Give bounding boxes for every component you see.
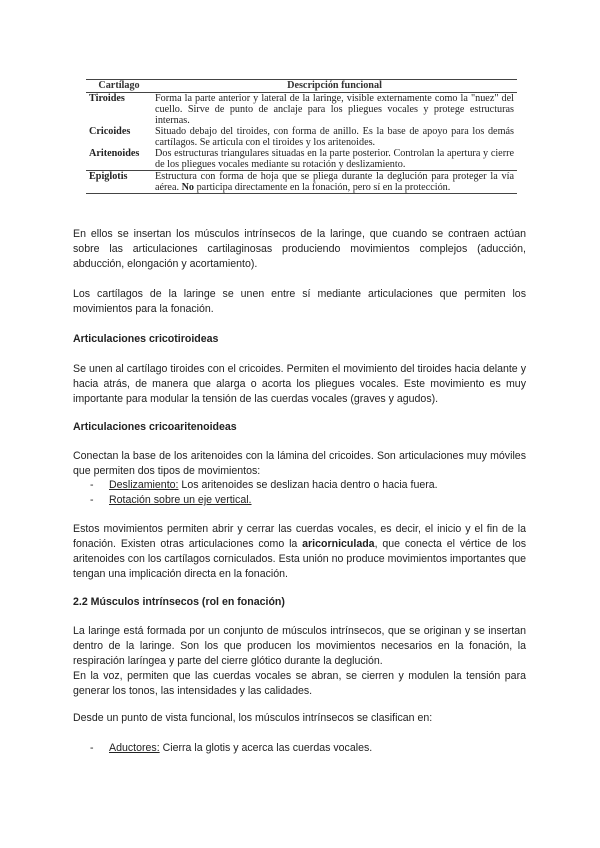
paragraph-classification: Desde un punto de vista funcional, los músculos intrínsecos se clasifican en: (73, 712, 433, 724)
term-aricorniculate: aricorniculada (302, 538, 375, 550)
list-dash: - (90, 742, 94, 754)
table-cell-name: Cricoides (89, 126, 131, 137)
term-adductors: Aductores: (109, 742, 160, 754)
cartilage-table (86, 79, 517, 194)
table-cell-name: Epiglotis (86, 171, 152, 194)
paragraph-cartilage-joints: Los cartílagos de la laringe se unen entre sí mediante articulaciones que permiten los movimientos para la fonación. (73, 288, 526, 315)
table-row (86, 93, 517, 127)
list-item-text (109, 478, 438, 493)
paragraph-cricothyroid: Se unen al cartílago tiroides con el cricoides. Permiten el movimiento del tiroides hacia delante y hacia atrás, de manera que alarga o acorta los pliegues vocales. Este movimiento es muy importante para modular la tensión de las cuerdas vocales (graves y agudos). (73, 363, 526, 405)
text-run: , que conecta el vértice de los aritenoides con los cartílagos corniculados. Esta unión no produce movimientos importantes que tengan una implicación directa en la fonación. (73, 538, 527, 580)
table-header-cartilage: Cartílago (86, 80, 152, 93)
list-dash: - (90, 479, 94, 491)
paragraph-voice: En la voz, permiten que las cuerdas vocales se abran, se cierren y modulen la tensión para generar los tonos, las intensidades y las calidades. (73, 670, 526, 697)
paragraph-intrinsic-muscles: La laringe está formada por un conjunto de músculos intrínsecos, que se originan y se insertan dentro de la laringe. Son los que producen los movimientos necesarios en la fonación, la respiración laríngea y parte del cierre glótico durante la deglución. (73, 625, 526, 667)
desc-text: participa directamente en la fonación, pero sí en la protección. (194, 182, 451, 193)
table-cell-name: Tiroides (89, 93, 125, 104)
desc-bold-text: No (181, 182, 195, 193)
section-heading-intrinsic-muscles: 2.2 Músculos intrínsecos (rol en fonación) (73, 596, 285, 608)
heading-cricothyroid: Articulaciones cricotiroideas (73, 333, 219, 345)
table-cell-description (152, 171, 517, 194)
heading-cricoarytenoid: Articulaciones cricoaritenoideas (73, 421, 237, 433)
list-item-text (109, 741, 372, 756)
term-sliding: Deslizamiento: (109, 479, 179, 491)
term-adductors-desc: Cierra la glotis y acerca las cuerdas vocales. (159, 742, 373, 754)
list-dash: - (90, 494, 94, 506)
table-cell-description: Situado debajo del tiroides, con forma de anillo. Es la base de apoyo para los demás cartílagos. Se articula con el tiroides y los aritenoides. (155, 126, 514, 148)
list-item-text: Rotación sobre un eje vertical. (109, 494, 252, 506)
table-cell-name: Aritenoides (89, 148, 140, 159)
table-row (86, 171, 517, 194)
term-sliding-desc: Los aritenoides se deslizan hacia dentro o hacia fuera. (178, 479, 438, 491)
table-row (86, 148, 517, 171)
table-header-description: Descripción funcional (152, 80, 517, 93)
table-cell-description: Dos estructuras triangulares situadas en la parte posterior. Controlan la apertura y cierre de los pliegues vocales mediante su rotación y deslizamiento. (155, 148, 514, 170)
paragraph-aricorniculate (73, 522, 526, 582)
table-row (86, 126, 517, 148)
table-header-row (86, 80, 517, 93)
table-cell-description: Forma la parte anterior y lateral de la laringe, visible externamente como la "nuez" del cuello. Sirve de punto de anclaje para los pliegues vocales y protege estructuras internas. (155, 93, 514, 126)
text-run: Estos movimientos permiten abrir y cerrar las cuerdas vocales, es decir, el inicio y el fin de la fonación. Existen otras articulaciones como la (73, 523, 526, 550)
paragraph-cricoarytenoid: Conectan la base de los aritenoides con la lámina del cricoides. Son articulaciones muy móviles que permiten dos tipos de movimientos: (73, 450, 526, 477)
desc-text: Estructura con forma de hoja que se pliega durante la deglución para proteger la vía aérea. (155, 171, 514, 193)
paragraph-muscles-insert: En ellos se insertan los músculos intrínsecos de la laringe, que cuando se contraen actúan sobre las articulaciones cartilaginosas produciendo movimientos complejos (aducción, abducción, elongación y acortamiento). (73, 228, 526, 270)
